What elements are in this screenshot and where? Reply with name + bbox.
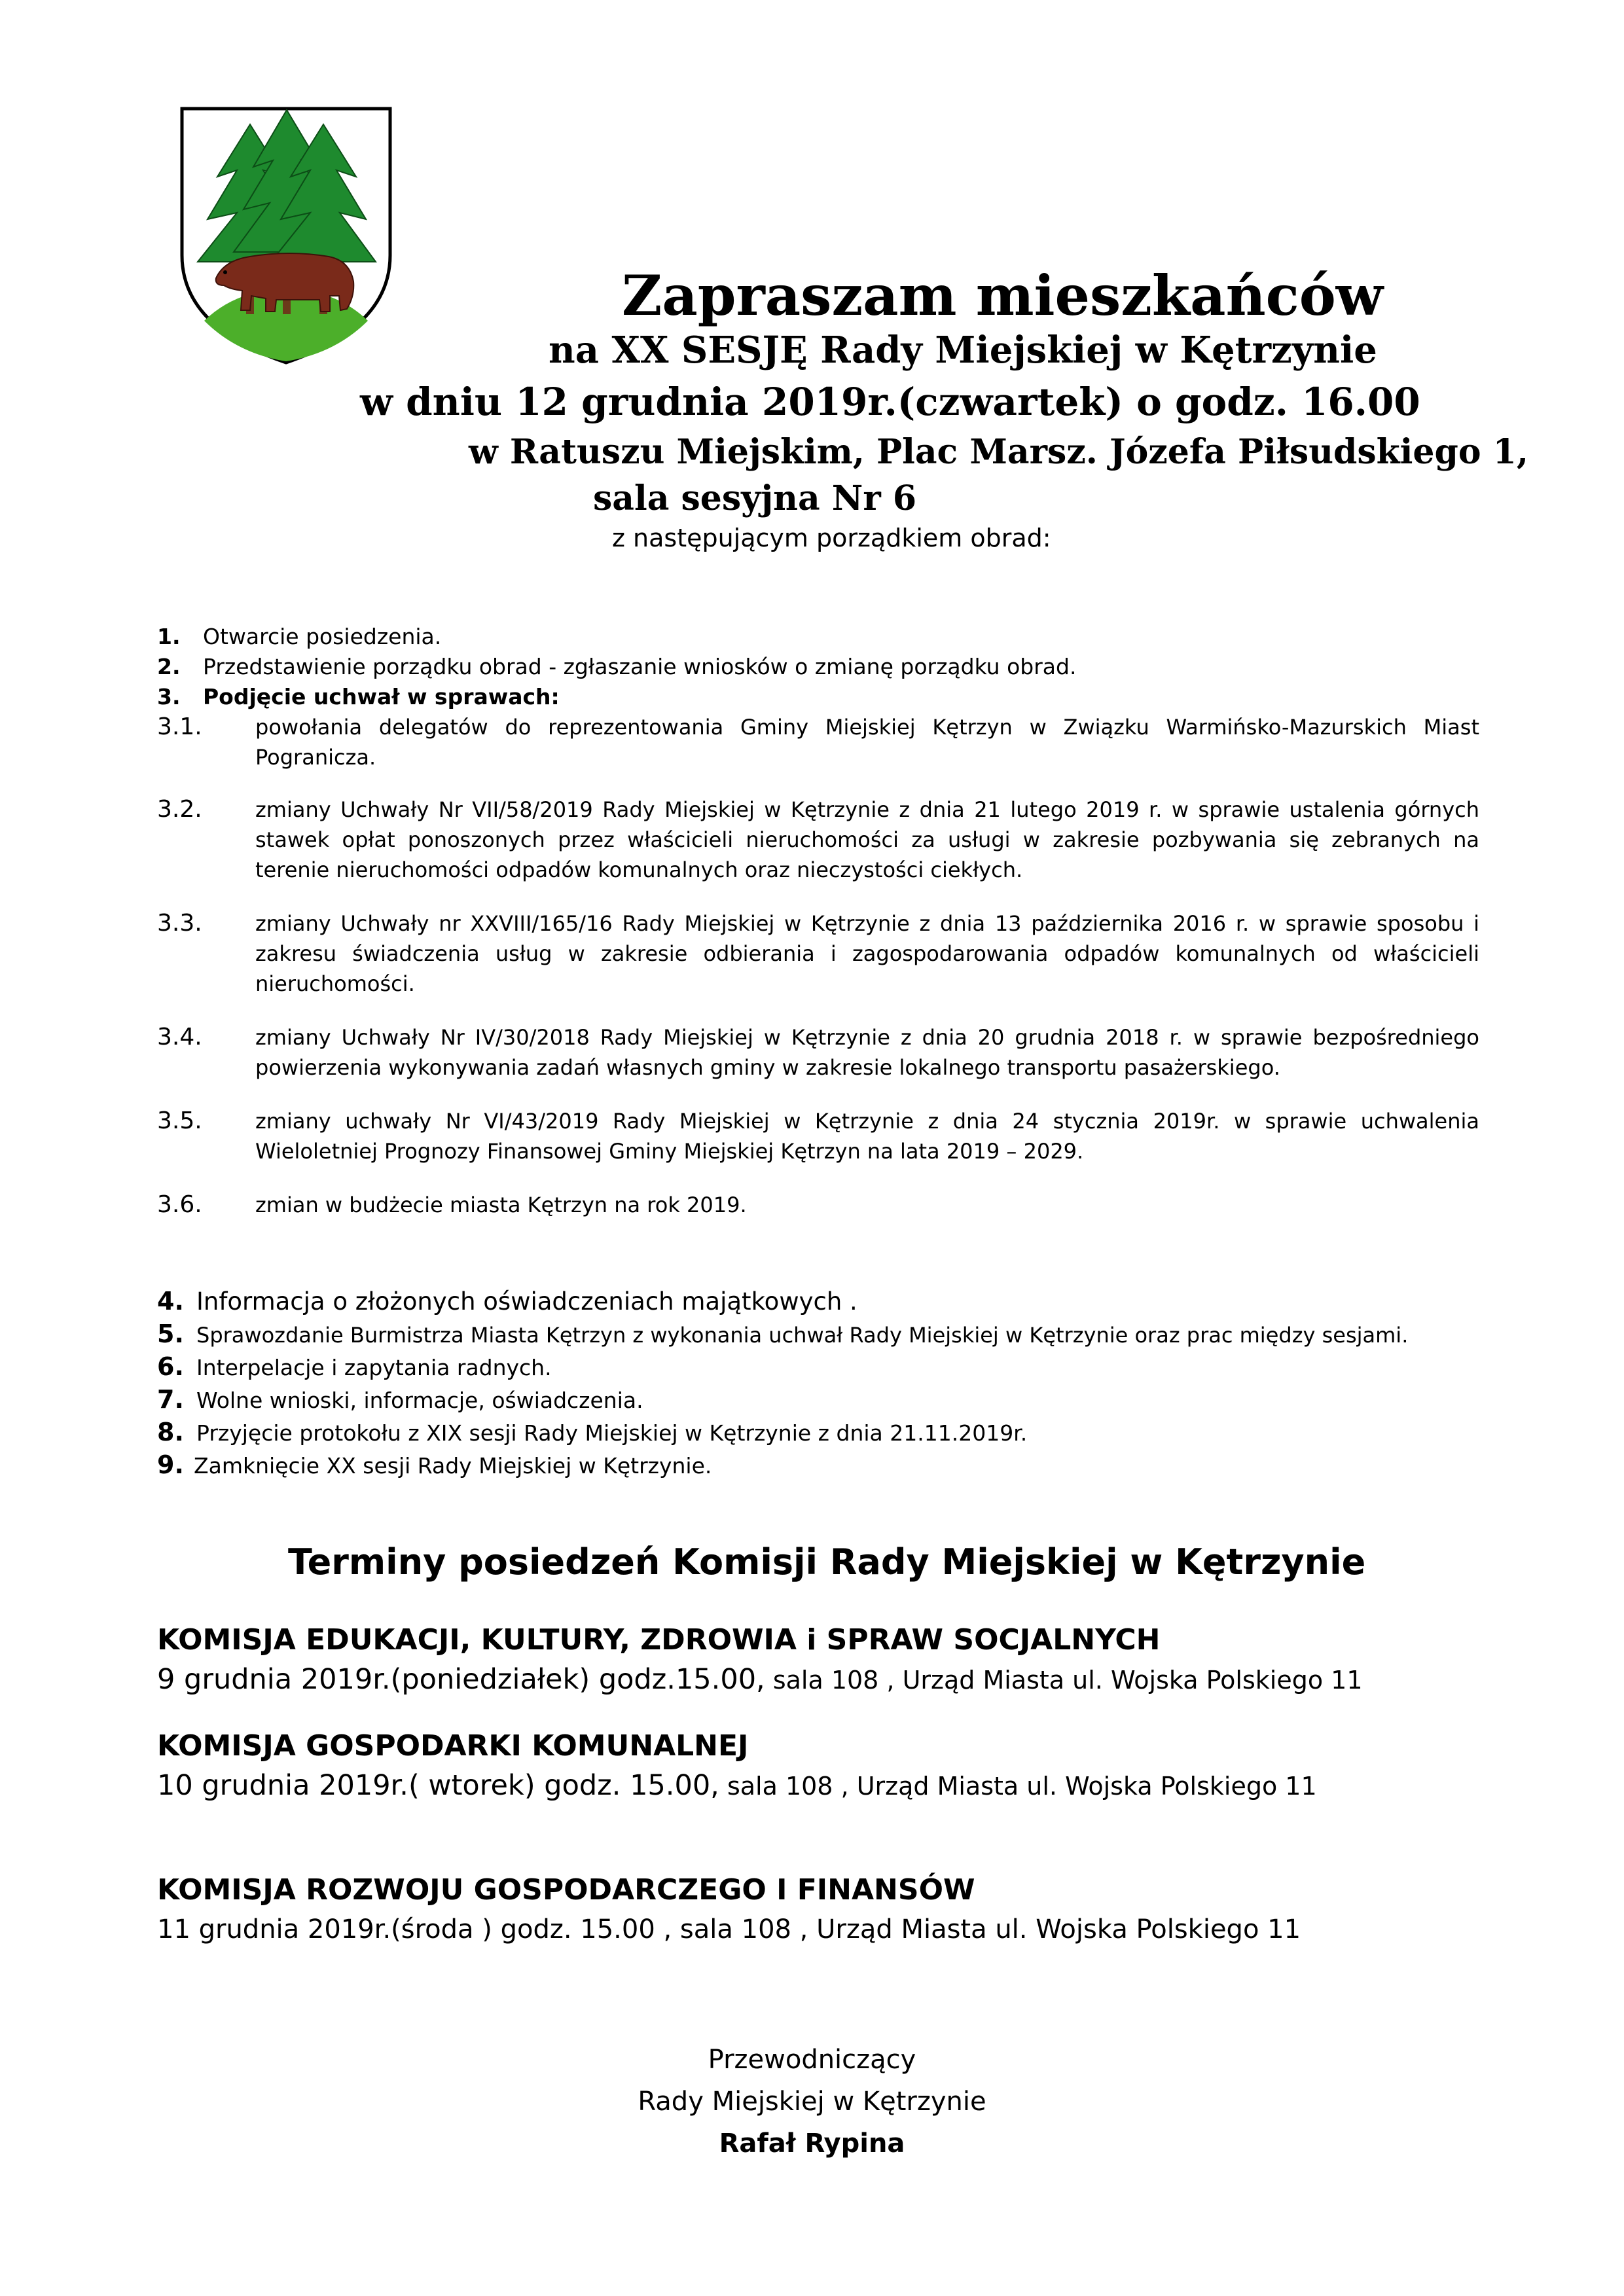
sub-item (157, 795, 1479, 885)
item-number: 8. (157, 1418, 184, 1446)
committee-place: sala 108 , Urząd Miasta ul. Wojska Polskiego 11 (719, 1772, 1317, 1801)
sub-item (157, 712, 1479, 772)
list-item (157, 1418, 1408, 1450)
item-number: 4. (157, 1287, 184, 1316)
item-number: 3. (157, 684, 181, 709)
item-text: Otwarcie posiedzenia. (203, 624, 442, 649)
committee-block (157, 1621, 1363, 1700)
signature-name: Rafał Rypina (719, 2128, 905, 2159)
item-number: 2. (157, 654, 181, 679)
committee-date-text: 9 grudnia 2019r.(poniedziałek) godz.15.00, (157, 1663, 765, 1696)
item-number: 7. (157, 1385, 184, 1414)
place-line: w Ratuszu Miejskim, Plac Marsz. Józefa Piłsudskiego 1, (469, 432, 1528, 472)
item-text: Informacja o złożonych oświadczeniach majątkowych . (196, 1287, 857, 1316)
item-number: 5. (157, 1319, 184, 1348)
sub-item-number: 3.5. (157, 1107, 202, 1134)
list-item (157, 1385, 1408, 1418)
committee-date (157, 1660, 1363, 1700)
list-item (157, 1319, 1408, 1352)
item-text: Interpelacje i zapytania radnych. (196, 1355, 552, 1380)
committees-title: Terminy posiedzeń Komisji Rady Miejskiej w Kętrzynie (288, 1541, 1366, 1583)
list-item (157, 1287, 1408, 1319)
committee-place: sala 108 , Urząd Miasta ul. Wojska Polskiego 11 (765, 1666, 1363, 1695)
item-number: 9. (157, 1450, 184, 1479)
sub-item (157, 908, 1479, 999)
committee-date (157, 1766, 1317, 1806)
sub-item (157, 1106, 1479, 1166)
date-time-line: w dniu 12 grudnia 2019r.(czwartek) o godz. 16.00 (360, 380, 1420, 424)
sub-item-text: powołania delegatów do reprezentowania Gminy Miejskiej Kętrzyn w Związku Warmińsko-Mazurskich Miast Pogranicza. (255, 715, 1479, 770)
signature-role: Przewodniczący (708, 2045, 916, 2075)
agenda-list (157, 622, 1479, 1220)
sub-item-number: 3.1. (157, 713, 202, 740)
item-number: 1. (157, 624, 181, 649)
sub-item-text: zmiany Uchwały nr XXVIII/165/16 Rady Miejskiej w Kętrzynie z dnia 13 października 2016 r. w sprawie sposobu i zakresu świadczenia usług w zakresie odbierania i zagospodarowania odpadów komunalnych od właścicieli nieruchomości. (255, 911, 1479, 996)
sub-item-text: zmiany uchwały Nr VI/43/2019 Rady Miejskiej w Kętrzynie z dnia 24 stycznia 2019r. w sprawie uchwalenia Wieloletniej Prognozy Finansowej Gminy Miejskiej Kętrzyn na lata 2019 – 2029. (255, 1109, 1479, 1164)
sub-item-number: 3.3. (157, 910, 202, 937)
list-item (157, 652, 1479, 682)
item-text: Sprawozdanie Burmistrza Miasta Kętrzyn z wykonania uchwał Rady Miejskiej w Kętrzynie oraz prac między sesjami. (196, 1323, 1409, 1348)
committee-block (157, 1727, 1317, 1806)
sub-item (157, 1190, 1479, 1220)
committee-date (157, 1910, 1301, 1949)
sub-item-text: zmiany Uchwały Nr IV/30/2018 Rady Miejskiej w Kętrzynie z dnia 20 grudnia 2018 r. w sprawie bezpośredniego powierzenia wykonywania zadań własnych gminy w zakresie lokalnego transportu pasażerskiego. (255, 1025, 1479, 1080)
item-number: 6. (157, 1352, 184, 1381)
sub-item-number: 3.2. (157, 796, 202, 823)
item-text: Podjęcie uchwał w sprawach: (203, 684, 560, 709)
agenda-list-continued (157, 1287, 1408, 1483)
agenda-intro: z następującym porządkiem obrad: (612, 524, 1051, 552)
sub-item (157, 1022, 1479, 1083)
committee-name: KOMISJA EDUKACJI, KULTURY, ZDROWIA i SPRAW SOCJALNYCH (157, 1623, 1161, 1657)
item-text: Przedstawienie porządku obrad - zgłaszanie wniosków o zmianę porządku obrad. (203, 654, 1077, 679)
committee-name: KOMISJA GOSPODARKI KOMUNALNEJ (157, 1729, 749, 1763)
session-line: na XX SESJĘ Rady Miejskiej w Kętrzynie (549, 329, 1377, 372)
room-line: sala sesyjna Nr 6 (593, 478, 916, 518)
item-text: Przyjęcie protokołu z XIX sesji Rady Miejskiej w Kętrzynie z dnia 21.11.2019r. (196, 1420, 1028, 1446)
list-item (157, 682, 1479, 712)
item-text: Wolne wnioski, informacje, oświadczenia. (196, 1388, 643, 1413)
list-item (157, 622, 1479, 652)
committee-date-text: 10 grudnia 2019r.( wtorek) godz. 15.00, (157, 1769, 719, 1802)
sub-item-number: 3.4. (157, 1024, 202, 1050)
list-item (157, 1450, 1408, 1483)
sub-item-text: zmian w budżecie miasta Kętrzyn na rok 2019. (255, 1193, 747, 1217)
committee-block (157, 1871, 1301, 1949)
sub-item-text: zmiany Uchwały Nr VII/58/2019 Rady Miejskiej w Kętrzynie z dnia 21 lutego 2019 r. w sprawie ustalenia górnych stawek opłat ponoszonych przez właścicieli nieruchomości za usługi w zakresie pozbywania się zebranych na terenie nieruchomości odpadów komunalnych oraz nieczystości ciekłych. (255, 797, 1479, 882)
sub-item-number: 3.6. (157, 1191, 202, 1218)
list-item (157, 1352, 1408, 1385)
signature-council: Rady Miejskiej w Kętrzynie (638, 2087, 986, 2117)
coat-of-arms-icon (178, 105, 394, 367)
committee-date-text: 11 grudnia 2019r.(środa ) godz. 15.00 , sala 108 , Urząd Miasta ul. Wojska Polskiego 11 (157, 1914, 1301, 1945)
item-text: Zamknięcie XX sesji Rady Miejskiej w Kętrzynie. (194, 1453, 712, 1479)
committee-name: KOMISJA ROZWOJU GOSPODARCZEGO I FINANSÓW (157, 1873, 975, 1907)
invite-heading: Zapraszam mieszkańców (622, 263, 1384, 328)
